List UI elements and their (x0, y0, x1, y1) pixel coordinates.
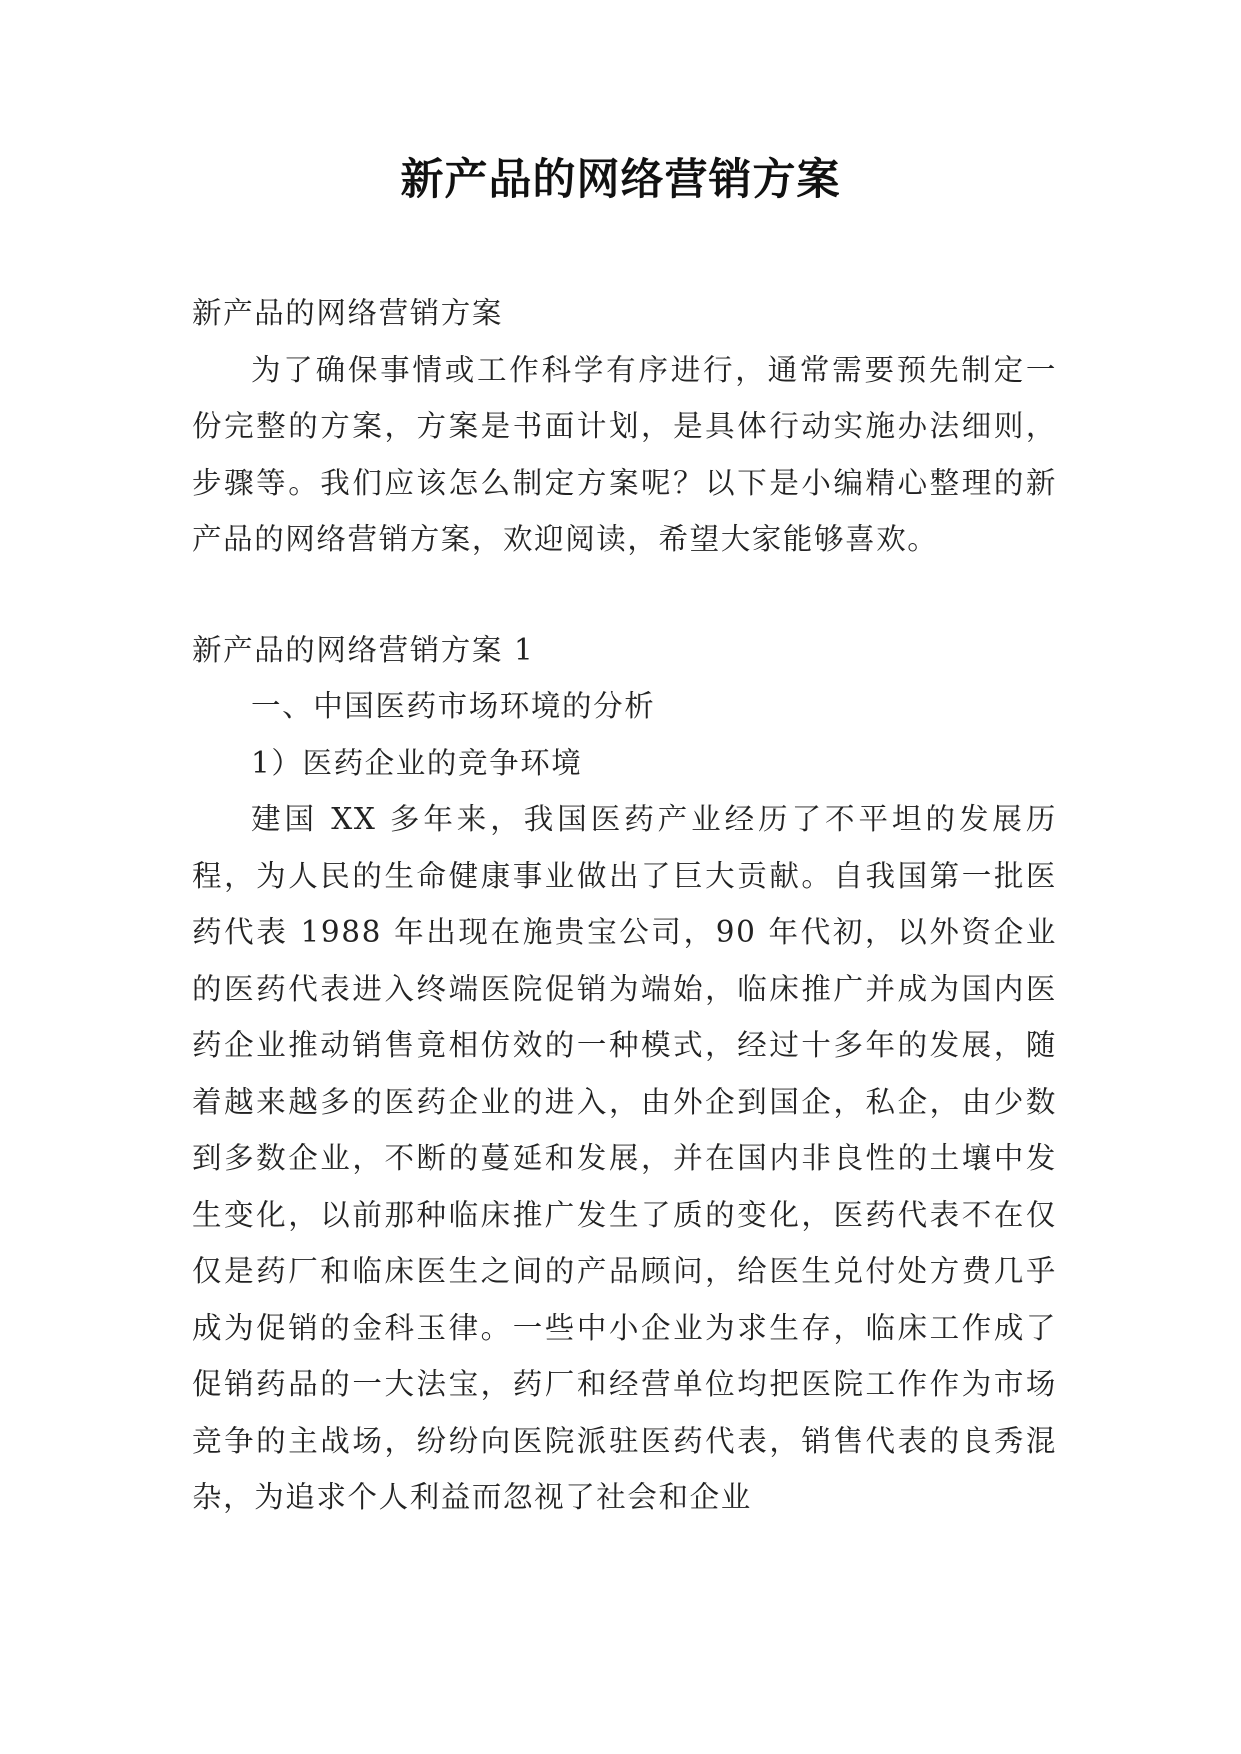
subsection-heading: 一、中国医药市场环境的分析 (251, 689, 656, 723)
document-body (192, 285, 1057, 1526)
section-heading: 新产品的网络营销方案 1 (192, 632, 535, 667)
section-heading: 新产品的网络营销方案 (192, 296, 504, 330)
subsection-heading: 1）医药企业的竞争环境 (251, 745, 583, 780)
document-title: 新产品的网络营销方案 (400, 155, 841, 205)
intro-paragraph: 为了确保事情或工作科学有序进行，通常需要预先制定一份完整的方案，方案是书面计划，是具体行动实施办法细则，步骤等。我们应该怎么制定方案呢？以下是小编精心整理的新产品的网络营销方案，欢迎阅读，希望大家能够喜欢。 (192, 352, 1057, 556)
body-paragraph: 建国 XX 多年来，我国医药产业经历了不平坦的发展历程，为人民的生命健康事业做出了巨大贡献。自我国第一批医药代表 1988 年出现在施贵宝公司，90 年代初，以外资企业的医药代表进入终端医院促销为端始，临床推广并成为国内医药企业推动销售竟相仿效的一种模式，经过十多年的发展，随着越来越多的医药企业的进入，由外企到国企，私企，由少数到多数企业，不断的蔓延和发展，并在国内非良性的土壤中发生变化，以前那种临床推广发生了质的变化，医药代表不在仅仅是药厂和临床医生之间的产品顾问，给医生兑付处方费几乎成为促销的金科玉律。一些中小企业为求生存，临床工作成了促销药品的一大法宝，药厂和经营单位均把医院工作作为市场竞争的主战场，纷纷向医院派驻医药代表，销售代表的良秀混杂，为追求个人利益而忽视了社会和企业 (192, 802, 1057, 1514)
